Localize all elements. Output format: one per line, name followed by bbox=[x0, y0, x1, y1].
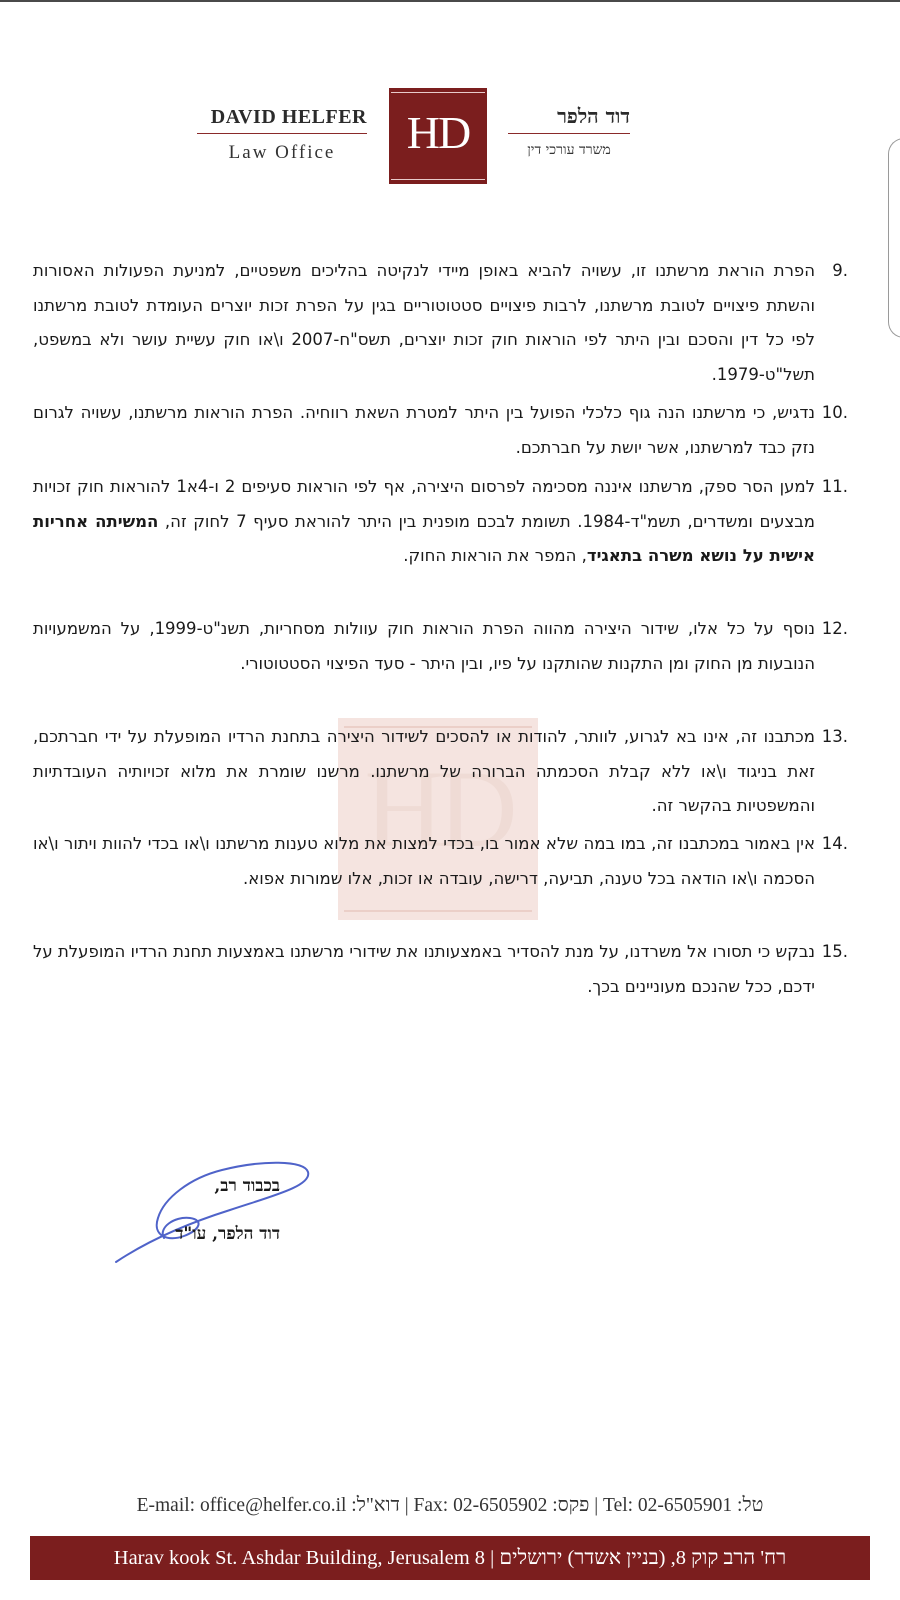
paragraph-number: 14. bbox=[821, 834, 848, 853]
office-address: Harav kook St. Ashdar Building, Jerusalem 8 | רח' הרב קוק 8, (בניין אשדר) ירושלים bbox=[113, 1547, 787, 1569]
paragraph-10 bbox=[33, 396, 848, 465]
bold-emphasis: המשיתה אחריות אישית על נושא משרה בתאגיד bbox=[33, 511, 815, 565]
paragraph-12 bbox=[33, 612, 848, 681]
paragraph-number: 9. bbox=[832, 261, 848, 280]
firm-name-en: DAVID HELFER bbox=[210, 106, 367, 128]
firm-subtitle-en: Law Office bbox=[228, 142, 336, 163]
firm-name-he: דוד הלפר bbox=[557, 104, 630, 128]
top-border bbox=[0, 0, 900, 2]
divider bbox=[197, 133, 367, 134]
paragraph-number: 13. bbox=[821, 727, 848, 746]
paragraph-11 bbox=[33, 470, 848, 574]
contact-info: E-mail: office@helfer.co.il :דוא"ל | Fax: 02-6505902 :פקס | Tel: 02-6505901 :טל bbox=[136, 1495, 764, 1516]
paragraph-13 bbox=[33, 720, 848, 824]
paragraph-9 bbox=[33, 254, 848, 392]
paragraph-text-part: , המפר את הוראות החוק. bbox=[403, 546, 587, 565]
paragraph-number: 11. bbox=[821, 477, 848, 496]
signer-name: דוד הלפר, עו"ד bbox=[175, 1224, 280, 1244]
logo-monogram: HD bbox=[406, 107, 470, 158]
paragraph-text: הפרת הוראת מרשתנו זו, עשויה להביא באופן מיידי לנקיטה בהליכים משפטיים, למניעת הפעולות האסורות והשתת פיצויים לטובת מרשתנו, לרבות פיצויים סטטוטוריים בגין על הפרת זכות יוצרים העומדת לטובת מרשתנו לפי כל דין והסכם ובין היתר לפי הוראות חוק זכות יוצרים, תשס"ח-2007 ו\או חוק עשיית עושר ולא במשפט, תשל"ט-1979. bbox=[33, 261, 815, 384]
paragraph-text: נבקש כי תסורו אל משרדנו, על מנת להסדיר באמצעותנו את שידורי מרשתנו באמצעות תחנת הרדיו המופעלת על ידכם, ככל שהנכם מעוניינים בכך. bbox=[33, 942, 815, 996]
paragraph-text-part: למען הסר ספק, מרשתנו איננה מסכימה לפרסום היצירה, אף לפי הוראות סעיפים 2 ו-4א1 להוראות חוק זכויות מבצעים ומשדרים, תשמ"ד-1984. תשומת לבכם מופנית בין היתר להוראת סעיף 7 לחוק זה, bbox=[33, 477, 816, 531]
paragraph-text: נדגיש, כי מרשתנו הנה גוף כלכלי הפועל בין היתר למטרת השאת רווחיה. הפרת הוראות מרשתנו, עשויה לגרום נזק כבד למרשתנו, אשר יושת על חברתכם. bbox=[33, 403, 815, 457]
paragraph-text: מכתבנו זה, אינו בא לגרוע, לוותר, להודות או להסכים לשידור היצירה בתחנת הרדיו המופעלת על ידי חברתכם, זאת בניגוד ו\או ללא קבלת הסכמתה הברורה של מרשתנו. מרשנו שומרת את מלוא זכויותיה העובדתיות והמשפטיות בהקשר זה. bbox=[33, 727, 815, 815]
paragraph-15 bbox=[33, 935, 848, 1004]
paragraph-14 bbox=[33, 827, 848, 896]
side-scroll-tab[interactable] bbox=[888, 138, 900, 338]
paragraph-number: 15. bbox=[821, 942, 848, 961]
handwritten-signature bbox=[112, 1158, 322, 1268]
paragraph-text: אין באמור במכתבנו זה, במו במה שלא אמור בו, בכדי למצות את מלוא טענות מרשתנו ו\או בכדי להוות ויתור ו\או הסכמה ו\או הודאה בכל טענה, תביעה, דרישה, עובדה או זכות, אלו שמורות אפוא. bbox=[33, 834, 815, 888]
firm-subtitle-he: משרד עורכי דין bbox=[527, 142, 611, 158]
paragraph-number: 12. bbox=[821, 619, 848, 638]
paragraph-text bbox=[33, 470, 815, 574]
closing-salutation: בכבוד רב, bbox=[214, 1176, 280, 1196]
address-bar bbox=[30, 1536, 870, 1580]
paragraph-text: נוסף על כל אלו, שידור היצירה מהווה הפרת הוראות חוק עוולות מסחריות, תשנ"ט-1999, על המשמעויות הנובעות מן החוק ומן התקנות שהותקנו על פיו, ובין היתר - סעד הפיצוי הסטטוטורי. bbox=[33, 619, 815, 673]
watermark-line bbox=[344, 910, 532, 912]
firm-logo bbox=[387, 86, 489, 186]
watermark-monogram: HD bbox=[364, 748, 512, 870]
paragraph-number: 10. bbox=[821, 403, 848, 422]
divider bbox=[508, 133, 630, 134]
